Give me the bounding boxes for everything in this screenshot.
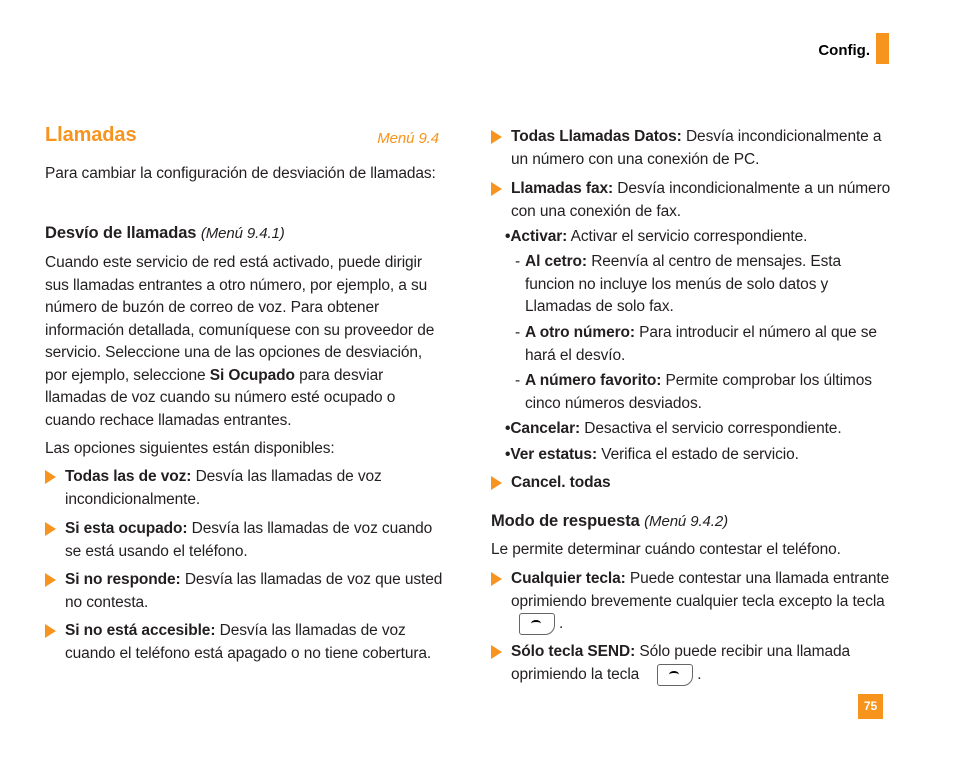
dash-text (525, 251, 890, 319)
bullet-status (505, 444, 895, 467)
forwarding-description (45, 252, 440, 432)
option-end: . (697, 665, 702, 683)
end-key-icon (519, 613, 555, 635)
arrow-right-icon (45, 573, 56, 587)
dash-label: A otro número: (525, 324, 635, 341)
option-text (511, 178, 891, 223)
dash-text (525, 322, 890, 367)
option-label: Todas Llamadas Datos: (511, 128, 682, 145)
option-text (65, 518, 445, 563)
option-label: Si esta ocupado: (65, 520, 188, 537)
description-text-end: para desviar llamadas de voz cuando su número esté ocupado o cuando rechace llamadas entrantes. (45, 366, 396, 429)
bullet-icon: • (505, 228, 511, 245)
option-label: Cancel. todas (511, 474, 611, 491)
options-available-text: Las opciones siguientes están disponibles: (45, 440, 335, 457)
intro-text: Para cambiar la configuración de desviación de llamadas: (45, 165, 436, 182)
header-accent-bar (876, 33, 889, 64)
section-menu-ref: Menú 9.4 (377, 130, 439, 147)
arrow-right-icon (45, 470, 56, 484)
option-label: Cualquier tecla: (511, 570, 626, 587)
bullet-activate (505, 226, 895, 249)
option-label: Todas las de voz: (65, 468, 192, 485)
option-label: Si no responde: (65, 571, 181, 588)
dash-marker: - (515, 372, 521, 389)
option-desc: Desvía incondicionalmente a un número con una conexión de fax. (511, 180, 891, 220)
subheading-menu-ref: (Menú 9.4.2) (644, 513, 728, 530)
option-end: . (559, 615, 564, 633)
arrow-right-icon (491, 476, 502, 490)
option-text (511, 641, 891, 686)
option-desc: Puede contestar una llamada entrante oprimiendo brevemente cualquier tecla excepto la tecla (511, 570, 890, 610)
arrow-right-icon (491, 645, 502, 659)
bullet-cancel (505, 418, 895, 441)
bullet-label: Cancelar: (510, 420, 581, 437)
option-desc: Desvía las llamadas de voz cuando el teléfono está apagado o no tiene cobertura. (65, 622, 432, 662)
header-section-label: Config. (818, 42, 870, 59)
option-text (65, 620, 445, 665)
arrow-right-icon (491, 182, 502, 196)
option-desc: Desvía las llamadas de voz que usted no contesta. (65, 571, 443, 611)
arrow-right-icon (491, 130, 502, 144)
option-label: Si no está accesible: (65, 622, 216, 639)
option-text (511, 472, 891, 495)
option-desc: Desvía incondicionalmente a un número con una conexión de PC. (511, 128, 882, 168)
dash-desc: Reenvía al centro de mensajes. Esta funcion no incluye los menús de solo datos y Llamadas de solo fax. (525, 253, 841, 315)
bullet-label: Activar: (510, 228, 568, 245)
option-desc: Desvía las llamadas de voz incondicionalmente. (65, 468, 382, 508)
subheading-answer-mode (491, 510, 886, 534)
bullet-desc: Verifica el estado de servicio. (597, 446, 799, 463)
subheading-call-forwarding (45, 222, 440, 246)
description-bold: Si Ocupado (209, 366, 295, 384)
option-text (65, 466, 445, 511)
bullet-icon: • (505, 420, 511, 437)
bullet-label: Ver estatus: (510, 446, 598, 463)
option-label: Sólo tecla SEND: (511, 643, 636, 660)
dash-marker: - (515, 324, 521, 341)
option-desc: Desvía las llamadas de voz cuando se está usando el teléfono. (65, 520, 433, 560)
subheading-text: Modo de respuesta (491, 512, 640, 530)
option-desc: Sólo puede recibir una llamada oprimiendo la tecla (511, 643, 851, 683)
dash-label: A número favorito: (525, 372, 662, 389)
bullet-desc: Activar el servicio correspondiente. (567, 228, 808, 245)
option-text (65, 569, 445, 614)
bullet-icon: • (505, 446, 511, 463)
option-text (511, 568, 891, 636)
description-text: Cuando este servicio de red está activado, puede dirigir sus llamadas entrantes a otro número, por ejemplo, a su número de buzón de correo de voz. Para obtener información detallada, comuníquese con su proveedor de servicio. Seleccione una de las opciones de desviación, por ejemplo, seleccione (45, 254, 435, 384)
dash-text (525, 370, 890, 415)
send-key-icon (657, 664, 693, 686)
section-title: Llamadas (45, 124, 137, 146)
bullet-desc: Desactiva el servicio correspondiente. (580, 420, 842, 437)
dash-marker: - (515, 253, 521, 270)
subheading-menu-ref: (Menú 9.4.1) (200, 225, 285, 242)
option-label: Llamadas fax: (511, 180, 614, 197)
dash-desc: Permite comprobar los últimos cinco números desviados. (525, 372, 872, 412)
option-text (511, 126, 891, 171)
arrow-right-icon (491, 572, 502, 586)
dash-label: Al cetro: (525, 253, 587, 270)
page-number: 75 (858, 694, 883, 719)
dash-to-center (515, 251, 890, 319)
answer-mode-intro: Le permite determinar cuándo contestar el teléfono. (491, 541, 841, 558)
dash-desc: Para introducir el número al que se hará el desvío. (525, 324, 877, 364)
arrow-right-icon (45, 522, 56, 536)
dash-favorite-number (515, 370, 890, 415)
subheading-text: Desvío de llamadas (45, 224, 197, 242)
arrow-right-icon (45, 624, 56, 638)
dash-other-number (515, 322, 890, 367)
